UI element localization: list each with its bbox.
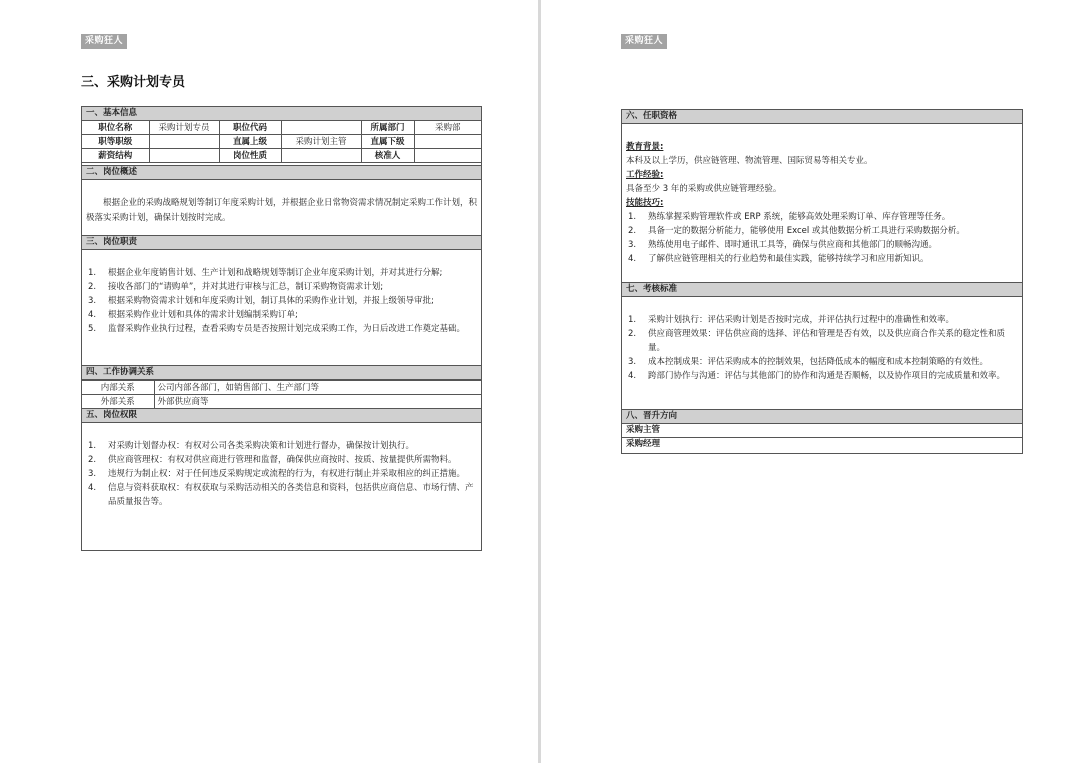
list-item-text: 供应商管理权：有权对供应商进行管理和监督，确保供应商按时、按质、按量提供所需物料。 xyxy=(108,455,457,465)
info-label-cell: 直属下级 xyxy=(361,135,414,149)
info-value-cell xyxy=(414,135,481,149)
authority-header: 五、岗位权限 xyxy=(82,409,481,423)
list-item-text: 根据采购作业计划和具体的需求计划编制采购订单; xyxy=(108,310,298,320)
list-item-text: 跨部门协作与沟通：评估与其他部门的协作和沟通是否顺畅，以及协作项目的完成质量和效率。 xyxy=(648,371,1006,381)
experience-text: 具备至少 3 年的采购或供应链管理经验。 xyxy=(626,184,782,194)
education-text: 本科及以上学历，供应链管理、物流管理、国际贸易等相关专业。 xyxy=(626,156,873,166)
list-item-number: 3. xyxy=(88,296,97,306)
coordination-value: 公司内部各部门，如销售部门、生产部门等 xyxy=(154,381,481,395)
list-item-text: 信息与资料获取权：有权获取与采购活动相关的各类信息和资料，包括供应商信息、市场行情、产品质量报告等。 xyxy=(108,483,474,507)
info-label-cell: 所属部门 xyxy=(361,121,414,135)
list-item xyxy=(626,327,1018,355)
promotion-item: 采购主管 xyxy=(622,424,1022,438)
skills-label: 技能技巧: xyxy=(626,198,664,208)
list-item-number: 1. xyxy=(88,441,97,451)
assessment-header: 七、考核标准 xyxy=(622,283,1022,297)
list-item-number: 5. xyxy=(88,324,97,334)
skills-list xyxy=(626,210,1018,266)
info-value-cell xyxy=(149,149,219,163)
overview-section xyxy=(81,165,482,235)
list-item-text: 接收各部门的“请购单”，并对其进行审核与汇总，制订采购物资需求计划; xyxy=(108,282,384,292)
list-item-text: 违规行为制止权：对于任何违反采购规定或流程的行为，有权进行制止并采取相应的纠正措施。 xyxy=(108,469,466,479)
list-item xyxy=(86,280,477,294)
list-item-number: 3. xyxy=(628,357,637,367)
list-item xyxy=(86,467,477,481)
list-item-text: 熟练使用电子邮件、即时通讯工具等，确保与供应商和其他部门的顺畅沟通。 xyxy=(648,240,938,250)
qualifications-section xyxy=(621,109,1023,282)
info-value-cell: 采购计划专员 xyxy=(149,121,219,135)
list-item-number: 2. xyxy=(628,226,637,236)
document-title: 三、采购计划专员 xyxy=(81,75,186,90)
authority-list xyxy=(86,439,477,509)
list-item-number: 2. xyxy=(88,282,97,292)
coordination-label: 外部关系 xyxy=(82,395,154,409)
info-label-cell: 核准人 xyxy=(361,149,414,163)
basic-info-header: 一、基本信息 xyxy=(82,107,481,121)
list-item xyxy=(86,481,477,509)
list-item-text: 监督采购作业执行过程，查看采购专员是否按照计划完成采购工作，为日后改进工作奠定基础。 xyxy=(108,324,466,334)
list-item-number: 2. xyxy=(88,455,97,465)
coordination-label: 内部关系 xyxy=(82,381,154,395)
list-item-text: 根据采购物资需求计划和年度采购计划，制订具体的采购作业计划，并报上级领导审批; xyxy=(108,296,434,306)
list-item xyxy=(86,453,477,467)
info-row xyxy=(82,135,481,149)
coordination-row xyxy=(82,395,481,409)
duties-section xyxy=(81,235,482,365)
info-label-cell: 职位名称 xyxy=(82,121,149,135)
list-item-number: 4. xyxy=(628,371,637,381)
basic-info-table xyxy=(82,121,481,163)
list-item xyxy=(626,313,1018,327)
list-item-number: 1. xyxy=(628,212,637,222)
info-value-cell xyxy=(281,149,361,163)
info-label-cell: 职等职级 xyxy=(82,135,149,149)
assessment-list xyxy=(626,313,1018,383)
basic-info-section xyxy=(81,106,482,165)
experience-label: 工作经验: xyxy=(626,170,664,180)
info-value-cell xyxy=(149,135,219,149)
list-item xyxy=(626,224,1018,238)
left-page xyxy=(0,0,538,763)
promotion-list xyxy=(622,424,1022,451)
qualifications-header: 六、任职资格 xyxy=(622,110,1022,124)
info-row xyxy=(82,149,481,163)
info-value-cell xyxy=(414,149,481,163)
right-page xyxy=(541,0,1080,763)
promotion-item: 采购经理 xyxy=(626,439,661,449)
list-item-text: 了解供应链管理相关的行业趋势和最佳实践，能够持续学习和应用新知识。 xyxy=(648,254,929,264)
overview-text: 根据企业的采购战略规划等制订年度采购计划，并根据企业日常物资需求情况制定采购工作计划，积极落实采购计划，确保计划按时完成。 xyxy=(86,198,478,223)
list-item-text: 根据企业年度销售计划、生产计划和战略规划等制订企业年度采购计划，并对其进行分解; xyxy=(108,268,443,278)
list-item-number: 1. xyxy=(628,315,637,325)
info-label-cell: 薪资结构 xyxy=(82,149,149,163)
list-item-text: 成本控制成果：评估采购成本的控制效果，包括降低成本的幅度和成本控制策略的有效性。 xyxy=(648,357,989,367)
list-item-text: 具备一定的数据分析能力，能够使用 Excel 或其他数据分析工具进行采购数据分析。 xyxy=(648,226,965,236)
list-item xyxy=(626,355,1018,369)
overview-header: 二、岗位概述 xyxy=(82,166,481,180)
promotion-header: 八、晋升方向 xyxy=(622,410,1022,424)
brand-tag: 采购狂人 xyxy=(81,34,127,49)
list-item-number: 3. xyxy=(628,240,637,250)
list-item-number: 1. xyxy=(88,268,97,278)
list-item xyxy=(86,308,477,322)
education-label: 教育背景: xyxy=(626,142,664,152)
list-item-text: 供应商管理效果：评估供应商的选择、评估和管理是否有效，以及供应商合作关系的稳定性和质量。 xyxy=(648,329,1006,353)
brand-tag: 采购狂人 xyxy=(621,34,667,49)
coordination-row xyxy=(82,381,481,395)
coordination-header: 四、工作协调关系 xyxy=(82,366,481,380)
list-item-number: 4. xyxy=(628,254,637,264)
list-item-text: 对采购计划督办权：有权对公司各类采购决策和计划进行督办，确保按计划执行。 xyxy=(108,441,415,451)
coordination-value: 外部供应商等 xyxy=(154,395,481,409)
list-item xyxy=(626,238,1018,252)
list-item xyxy=(86,439,477,453)
info-label-cell: 岗位性质 xyxy=(219,149,281,163)
list-item-number: 3. xyxy=(88,469,97,479)
duties-list xyxy=(86,266,477,336)
list-item xyxy=(86,322,477,336)
info-label-cell: 职位代码 xyxy=(219,121,281,135)
coordination-section xyxy=(81,365,482,408)
info-value-cell: 采购计划主管 xyxy=(281,135,361,149)
list-item xyxy=(86,266,477,280)
authority-section xyxy=(81,408,482,551)
info-row xyxy=(82,121,481,135)
coordination-table xyxy=(82,380,481,409)
list-item-text: 熟练掌握采购管理软件或 ERP 系统，能够高效处理采购订单、库存管理等任务。 xyxy=(648,212,951,222)
promotion-section xyxy=(621,409,1023,454)
list-item-text: 采购计划执行：评估采购计划是否按时完成，并评估执行过程中的准确性和效率。 xyxy=(648,315,955,325)
list-item xyxy=(86,294,477,308)
list-item xyxy=(626,252,1018,266)
list-item xyxy=(626,210,1018,224)
list-item-number: 4. xyxy=(88,310,97,320)
info-value-cell: 采购部 xyxy=(414,121,481,135)
list-item-number: 2. xyxy=(628,329,637,339)
duties-header: 三、岗位职责 xyxy=(82,236,481,250)
list-item-number: 4. xyxy=(88,483,97,493)
info-value-cell xyxy=(281,121,361,135)
assessment-section xyxy=(621,282,1023,409)
info-label-cell: 直属上级 xyxy=(219,135,281,149)
list-item xyxy=(626,369,1018,383)
